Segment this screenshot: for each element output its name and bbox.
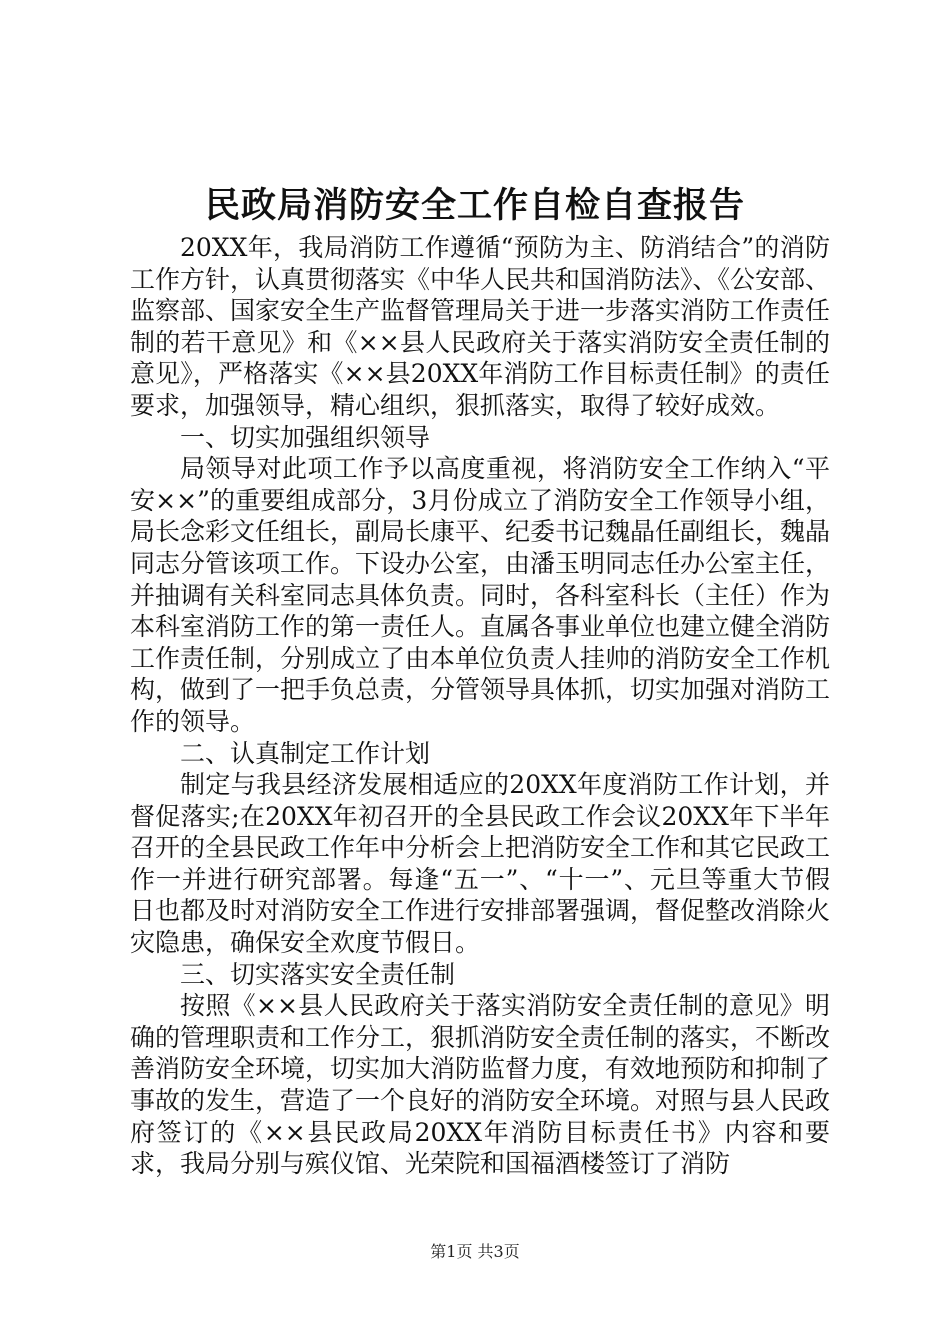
page-footer: 第1页 共3页 [430, 1242, 520, 1261]
section-paragraph-2: 制定与我县经济发展相适应的20XX年度消防工作计划，并督促落实;在20XX年初召开的全县民政工作会议20XX年下半年召开的全县民政工作年中分析会上把消防安全工作和其它民政工作一并进行研究部署。每逢“五一”、“十一”、元旦等重大节假日也都及时对消防安全工作进行安排部署强调，督促整改消除火灾隐患，确保安全欢度节假日。 [130, 770, 831, 958]
section-paragraph-3: 按照《××县人民政府关于落实消防安全责任制的意见》明确的管理职责和工作分工，狠抓消防安全责任制的落实，不断改善消防安全环境，切实加大消防监督力度，有效地预防和抑制了事故的发生，营造了一个良好的消防安全环境。对照与县人民政府签订的《××县民政局20XX年消防目标责任书》内容和要求，我局分别与殡仪馆、光荣院和国福酒楼签订了消防 [130, 991, 831, 1179]
section-heading-2: 二、认真制定工作计划 [180, 738, 431, 768]
section-heading-3: 三、切实落实安全责任制 [180, 959, 456, 989]
section-paragraph-1: 局领导对此项工作予以高度重视，将消防安全工作纳入“平安××”的重要组成部分，3月份成立了消防安全工作领导小组，局长念彩文任组长，副局长康平、纪委书记魏晶任副组长，魏晶同志分管该项工作。下设办公室，由潘玉明同志任办公室主任，并抽调有关科室同志具体负责。同时，各科室科长（主任）作为本科室消防工作的第一责任人。直属各事业单位也建立健全消防工作责任制，分别成立了由本单位负责人挂帅的消防安全工作机构，做到了一把手负总责，分管领导具体抓，切实加强对消防工作的领导。 [130, 454, 831, 736]
document-title: 民政局消防安全工作自检自查报告 [204, 185, 745, 226]
document-body [130, 232, 830, 1180]
section-heading-1: 一、切实加强组织领导 [180, 422, 431, 452]
intro-paragraph: 20XX年，我局消防工作遵循“预防为主、防消结合”的消防工作方针，认真贯彻落实《中华人民共和国消防法》、《公安部、监察部、国家安全生产监督管理局关于进一步落实消防工作责任制的若干意见》和《××县人民政府关于落实消防安全责任制的意见》，严格落实《××县20XX年消防工作目标责任制》的责任要求，加强领导，精心组织，狠抓落实，取得了较好成效。 [130, 233, 831, 420]
